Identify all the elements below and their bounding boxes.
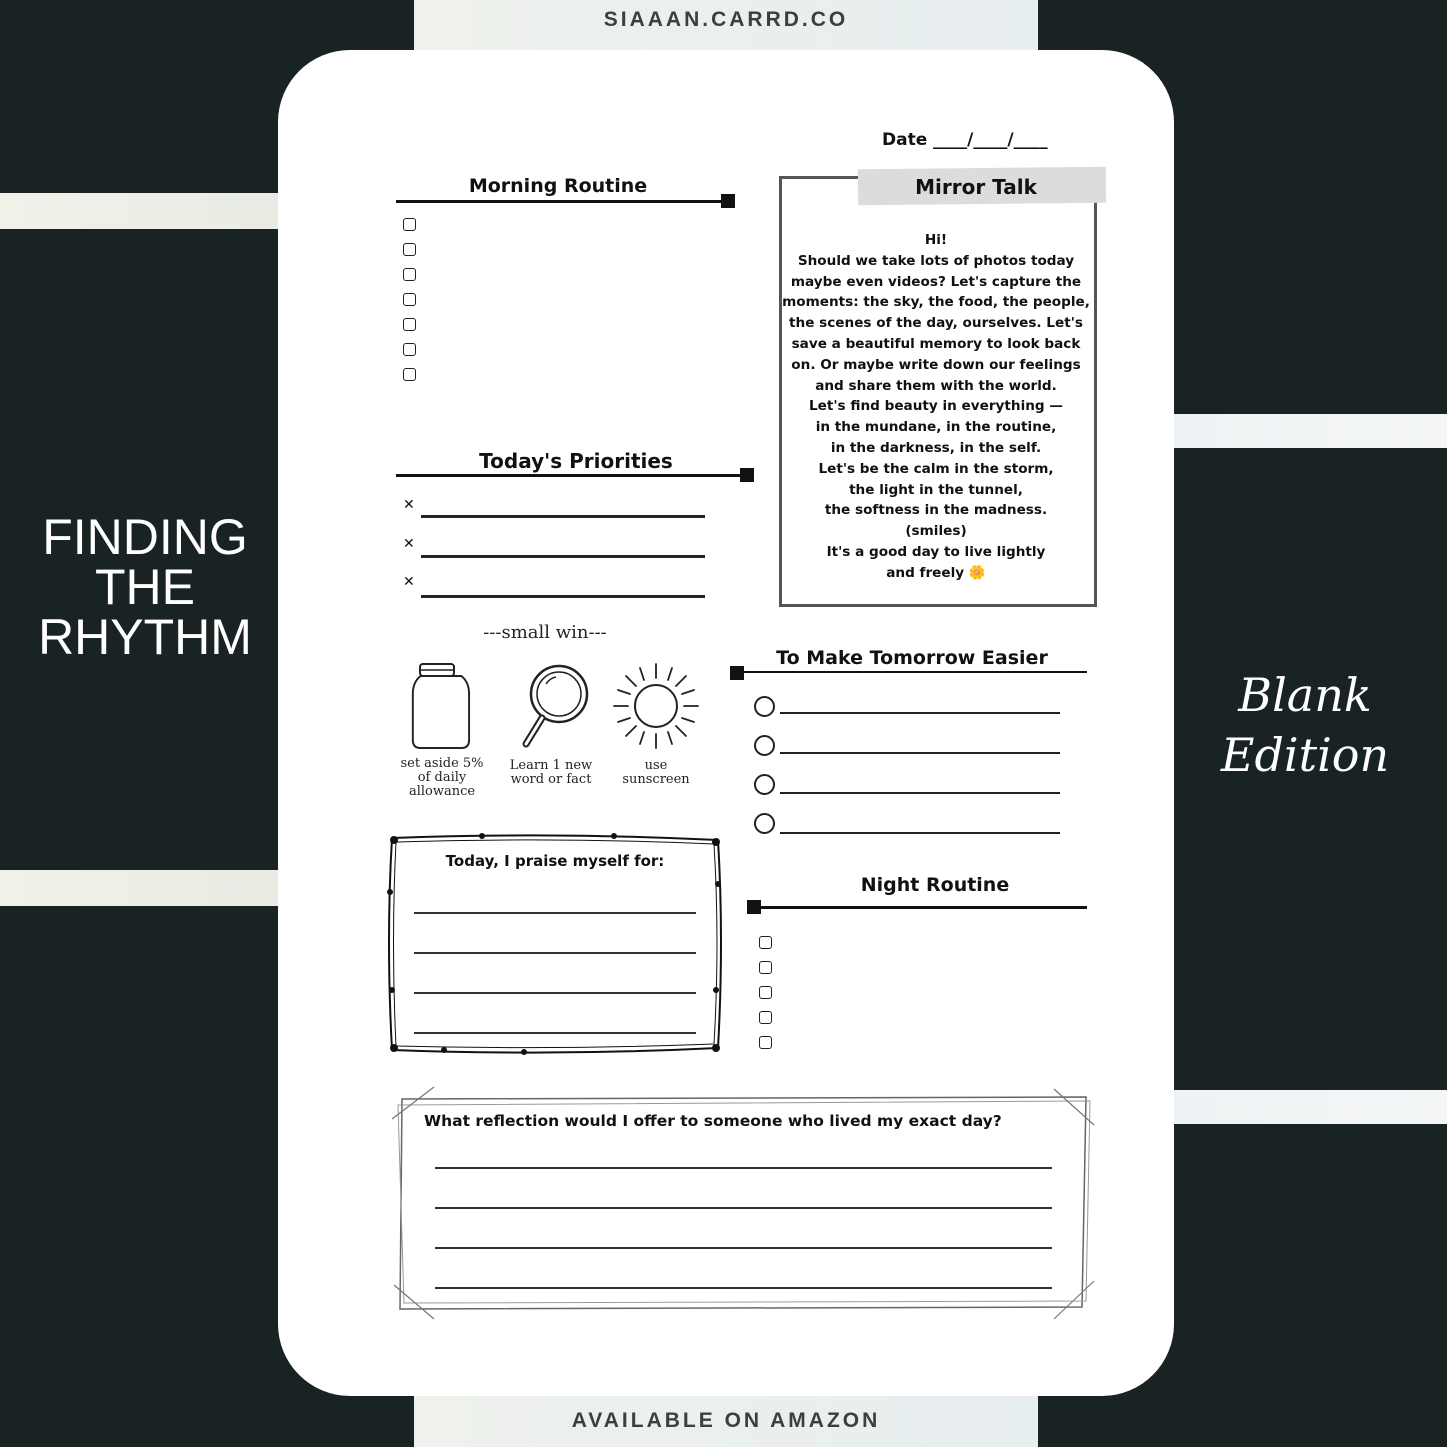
date-field[interactable]: Date ____/____/____ [882, 130, 1048, 150]
reflection-line[interactable] [435, 1247, 1052, 1249]
decor-stripe [1174, 1090, 1447, 1124]
mirror-line: in the mundane, in the routine, [815, 419, 1057, 436]
small-win-label: set aside 5% of daily allowance [400, 756, 484, 799]
tomorrow-title: To Make Tomorrow Easier [776, 647, 1048, 669]
night-checkbox[interactable] [759, 936, 772, 949]
priority-line[interactable] [421, 555, 705, 558]
heading-rule [396, 474, 742, 477]
priority-line[interactable] [421, 595, 705, 598]
priority-bullet-icon: ✕ [403, 536, 415, 552]
mirror-line: save a beautiful memory to look back [791, 335, 1081, 352]
mirror-line: (smiles) [905, 523, 967, 540]
priority-bullet-icon: ✕ [403, 497, 415, 513]
morning-checkbox[interactable] [403, 368, 416, 381]
priority-line[interactable] [421, 515, 705, 518]
magnifier-icon [516, 660, 592, 755]
priority-bullet-icon: ✕ [403, 574, 415, 590]
edition-label [1200, 665, 1410, 785]
tomorrow-line[interactable] [780, 712, 1060, 714]
tomorrow-line[interactable] [780, 832, 1060, 834]
tomorrow-line[interactable] [780, 792, 1060, 794]
praise-line[interactable] [414, 912, 696, 914]
morning-checkbox[interactable] [403, 243, 416, 256]
heading-marker [740, 468, 754, 482]
morning-checkbox[interactable] [403, 343, 416, 356]
mirror-line: Should we take lots of photos today [797, 252, 1075, 269]
mirror-talk-title: Mirror Talk [915, 175, 1037, 199]
top-banner [414, 0, 1038, 50]
mirror-line: Let's be the calm in the storm, [818, 460, 1054, 477]
small-win-title: ---small win--- [483, 622, 607, 643]
decor-stripe [0, 193, 278, 229]
morning-checkbox[interactable] [403, 268, 416, 281]
night-checkbox[interactable] [759, 961, 772, 974]
tomorrow-circle[interactable] [754, 735, 775, 756]
heading-marker [730, 666, 744, 680]
mirror-line: the softness in the madness. [824, 502, 1048, 519]
availability-text: AVAILABLE ON AMAZON [571, 1409, 881, 1432]
praise-line[interactable] [414, 952, 696, 954]
tomorrow-line[interactable] [780, 752, 1060, 754]
mirror-line: maybe even videos? Let's capture the [790, 273, 1082, 290]
reflection-line[interactable] [435, 1207, 1052, 1209]
night-checkbox[interactable] [759, 1011, 772, 1024]
tomorrow-circle[interactable] [754, 813, 775, 834]
morning-checkbox[interactable] [403, 293, 416, 306]
mirror-line: moments: the sky, the food, the people, [782, 294, 1090, 311]
heading-marker [721, 194, 735, 208]
title-line: RHYTHM [38, 609, 252, 665]
mirror-line: on. Or maybe write down our feelings [791, 356, 1081, 373]
morning-routine-title: Morning Routine [468, 175, 648, 197]
mirror-line: in the darkness, in the self. [830, 439, 1042, 456]
heading-rule [740, 671, 1087, 673]
reflection-line[interactable] [435, 1167, 1052, 1169]
reflection-question: What reflection would I offer to someone who lived my exact day? [424, 1112, 1002, 1130]
heading-rule [757, 906, 1087, 909]
jar-icon [408, 660, 478, 755]
tomorrow-circle[interactable] [754, 696, 775, 717]
night-routine-title: Night Routine [860, 874, 1010, 896]
sun-icon [610, 660, 702, 752]
praise-line[interactable] [414, 1032, 696, 1034]
praise-line[interactable] [414, 992, 696, 994]
small-win-label: Learn 1 new word or fact [509, 758, 593, 787]
night-checkbox[interactable] [759, 986, 772, 999]
mirror-line: Hi! [924, 232, 948, 248]
mirror-talk-text [782, 230, 1090, 584]
decor-stripe [1174, 414, 1447, 448]
priorities-title: Today's Priorities [479, 449, 673, 473]
decor-stripe [0, 870, 278, 906]
heading-rule [396, 200, 724, 203]
mirror-line: and freely 🌼 [886, 564, 986, 581]
mirror-line: Let's find beauty in everything — [809, 398, 1063, 415]
morning-checkbox[interactable] [403, 318, 416, 331]
mirror-line: the scenes of the day, ourselves. Let's [789, 315, 1083, 332]
edition-line: Blank [1238, 668, 1372, 722]
site-url: SIAAAN.CARRD.CO [603, 8, 849, 31]
night-checkbox[interactable] [759, 1036, 772, 1049]
reflection-line[interactable] [435, 1287, 1052, 1289]
edition-line: Edition [1220, 728, 1390, 782]
product-title [20, 509, 270, 665]
title-line: FINDING [42, 509, 248, 565]
mirror-line: It's a good day to live lightly [826, 543, 1046, 560]
small-win-label: use sunscreen [622, 758, 690, 787]
bottom-banner [414, 1396, 1038, 1447]
morning-checkbox[interactable] [403, 218, 416, 231]
praise-title: Today, I praise myself for: [445, 852, 665, 870]
title-line: THE [95, 559, 195, 615]
mirror-line: the light in the tunnel, [849, 481, 1023, 498]
mirror-line: and share them with the world. [815, 377, 1057, 394]
tomorrow-circle[interactable] [754, 774, 775, 795]
